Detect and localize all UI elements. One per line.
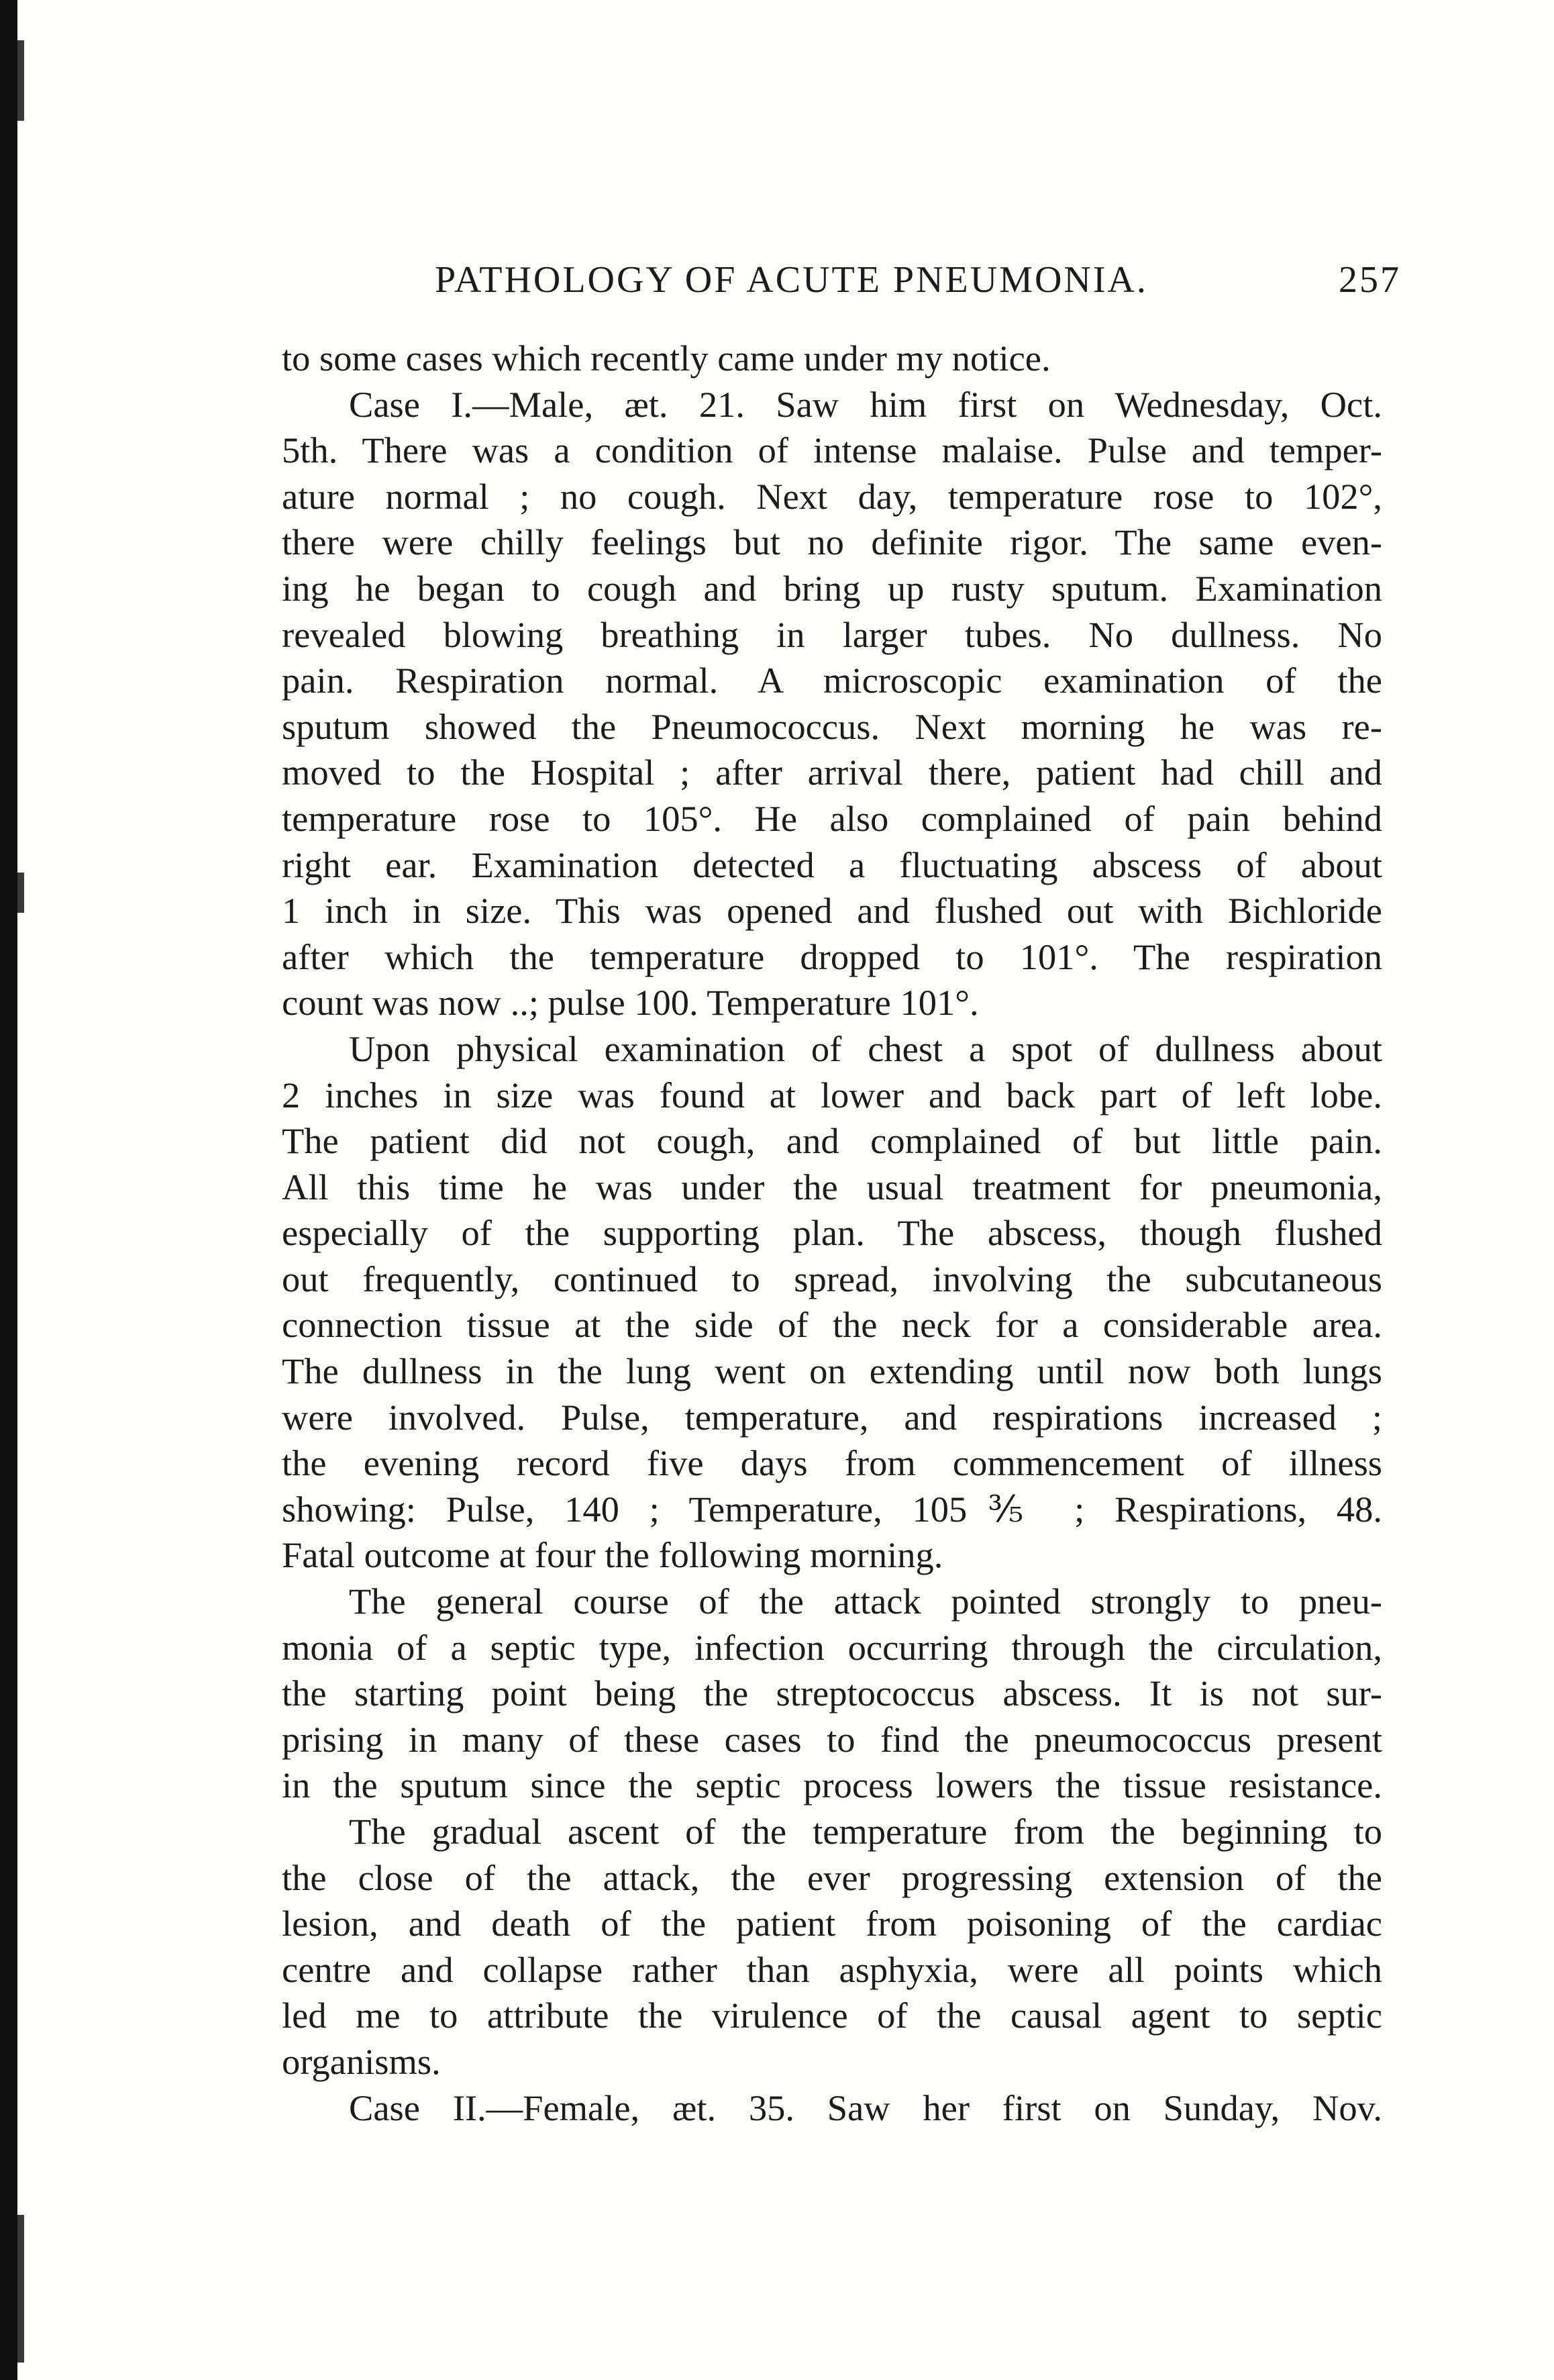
- text-line: showing: Pulse, 140 ; Temperature, 105⅗ ; Respirations, 48.: [282, 1488, 1382, 1530]
- text-line: in the sputum since the septic process lowers the tissue resistance.: [282, 1765, 1382, 1806]
- running-head: PATHOLOGY OF ACUTE PNEUMONIA.: [435, 259, 1148, 301]
- text-line: were involved. Pulse, temperature, and respirations increased ;: [282, 1396, 1382, 1438]
- text-line: after which the temperature dropped to 101°. The respiration: [282, 936, 1382, 977]
- text-line: there were chilly feelings but no definite rigor. The same even-: [282, 522, 1382, 563]
- text-line: lesion, and death of the patient from poisoning of the cardiac: [282, 1903, 1382, 1944]
- page-binding-edge: [0, 0, 17, 2380]
- text-line: pain. Respiration normal. A microscopic examination of the: [282, 660, 1382, 701]
- body-text: [282, 336, 1382, 2131]
- text-line: sputum showed the Pneumococcus. Next morning he was re-: [282, 705, 1382, 747]
- text-line: count was now ..; pulse 100. Temperature 101°.: [282, 982, 979, 1024]
- text-line: temperature rose to 105°. He also complained of pain behind: [282, 797, 1382, 839]
- scan-artifact: [17, 873, 24, 913]
- scan-artifact: [17, 40, 24, 121]
- text-line: the evening record five days from commencement of illness: [282, 1442, 1382, 1484]
- text-line: right ear. Examination detected a fluctuating abscess of about: [282, 844, 1382, 885]
- scan-artifact: [17, 2215, 24, 2363]
- text-line: revealed blowing breathing in larger tubes. No dullness. No: [282, 613, 1382, 655]
- text-line: the close of the attack, the ever progressing extension of the: [282, 1856, 1382, 1898]
- text-line: The general course of the attack pointed strongly to pneu-: [349, 1581, 1382, 1622]
- text-line: Case I.—Male, æt. 21. Saw him first on Wednesday, Oct.: [349, 383, 1382, 425]
- text-line: 5th. There was a condition of intense malaise. Pulse and temper-: [282, 430, 1382, 471]
- text-line: ing he began to cough and bring up rusty sputum. Examination: [282, 567, 1382, 609]
- text-line: Fatal outcome at four the following morning.: [282, 1534, 943, 1576]
- page-number: 257: [1339, 259, 1401, 301]
- text-line: connection tissue at the side of the neck for a considerable area.: [282, 1304, 1382, 1346]
- text-line: out frequently, continued to spread, involving the subcutaneous: [282, 1258, 1382, 1299]
- text-line: monia of a septic type, infection occurring through the circulation,: [282, 1626, 1382, 1668]
- text-line: Upon physical examination of chest a spot of dullness about: [349, 1028, 1382, 1069]
- text-line: 1 inch in size. This was opened and flushed out with Bichloride: [282, 890, 1382, 932]
- text-line: Case II.—Female, æt. 35. Saw her first on Sunday, Nov.: [349, 2087, 1382, 2128]
- text-line: prising in many of these cases to find the pneumococcus present: [282, 1718, 1382, 1760]
- text-line: especially of the supporting plan. The abscess, though flushed: [282, 1212, 1382, 1254]
- text-line: All this time he was under the usual treatment for pneumonia,: [282, 1166, 1382, 1207]
- text-line: The dullness in the lung went on extending until now both lungs: [282, 1350, 1382, 1392]
- text-line: ature normal ; no cough. Next day, temperature rose to 102°,: [282, 475, 1382, 517]
- text-line: organisms.: [282, 2040, 441, 2082]
- page-header: [435, 258, 1401, 312]
- text-line: moved to the Hospital ; after arrival there, patient had chill and: [282, 752, 1382, 793]
- text-line: led me to attribute the virulence of the causal agent to septic: [282, 1995, 1382, 2036]
- text-line: to some cases which recently came under my notice.: [282, 338, 1051, 379]
- text-line: The patient did not cough, and complained of but little pain.: [282, 1120, 1382, 1162]
- text-line: centre and collapse rather than asphyxia, were all points which: [282, 1948, 1382, 1990]
- text-line: 2 inches in size was found at lower and back part of left lobe.: [282, 1074, 1382, 1115]
- text-line: The gradual ascent of the temperature from the beginning to: [349, 1811, 1382, 1852]
- text-line: the starting point being the streptococcus abscess. It is not sur-: [282, 1673, 1382, 1714]
